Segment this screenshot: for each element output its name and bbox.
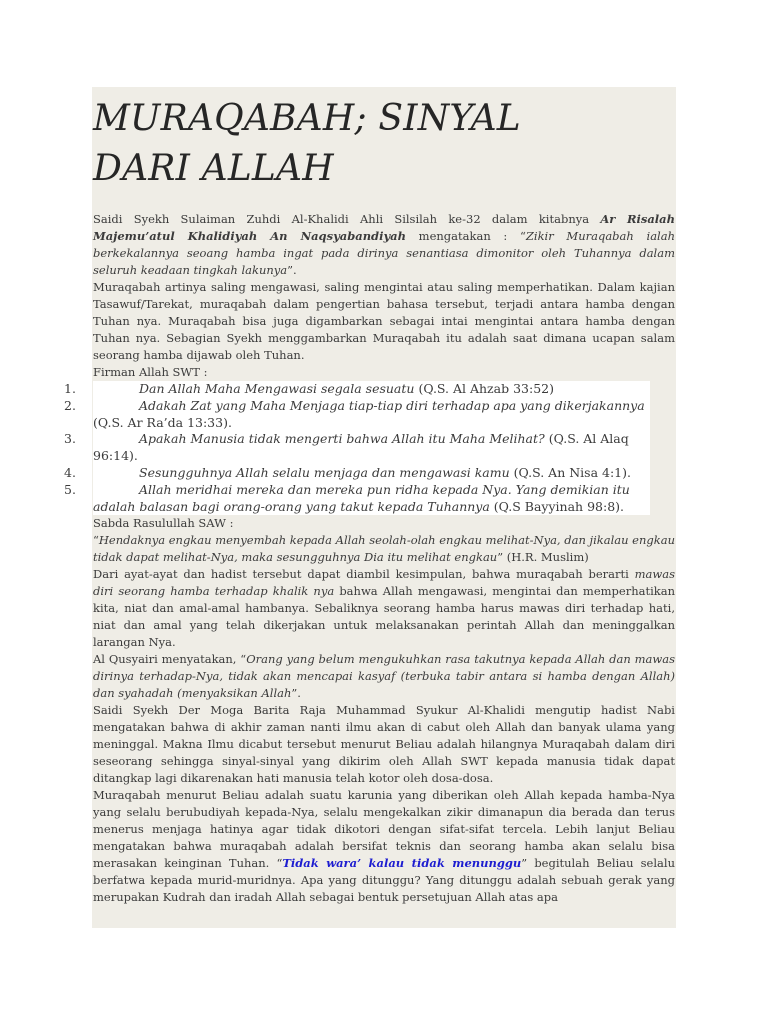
verse-item: 3. Apakah Manusia tidak mengerti bahwa Allah itu Maha Melihat? (Q.S. Al Alaq 96:14). [64,431,629,464]
verse-item: 1. Dan Allah Maha Mengawasi segala sesuatu (Q.S. Al Ahzab 33:52) [64,381,554,396]
document-title: MURAQABAH; SINYAL DARI ALLAH [93,98,521,189]
paragraph-syukur: Saidi Syekh Der Moga Barita Raja Muhammad Syukur Al-Khalidi mengutip hadist Nabi mengatakan bahwa di akhir zaman nanti ilmu akan di cabut oleh Allah dan banyak ulama yang meninggal. Makna Ilmu dicabut tersebut menurut Beliau adalah hilangnya Muraqabah dalam diri seseorang sehingga sinyal-sinyal yang dikirim oleh Allah SWT kepada manusia tidak dapat ditangkap lagi dikarenakan hati manusia telah kotor oleh dosa-dosa. [93,703,675,786]
paragraph-intro: Saidi Syekh Sulaiman Zuhdi Al-Khalidi Ahli Silsilah ke-32 dalam kitabnya Ar Risalah Majemu’atul Khalidiyah An Naqsyabandiyah mengatakan : “Zikir Muraqabah ialah berkekalannya seoang hamba ingat pada dirinya senantiasa dimonitor oleh Tuhannya dalam seluruh keadaan tingkah lakunya”. [93,212,675,277]
hadith-quote: Hendaknya engkau menyembah kepada Allah seolah-olah engkau melihat-Nya, dan jikalau engkau tidak dapat melihat-Nya, maka sesungguhnya Dia itu melihat engkau [93,533,675,565]
paragraph-conclusion: Dari ayat-ayat dan hadist tersebut dapat diambil kesimpulan, bahwa muraqabah berarti mawas diri seorang hamba terhadap khalik nya bahwa Allah mengawasi, mengintai dan memperhatikan kita, niat dan amal-amal hambanya. Sebaliknya seorang hamba harus mawas diri terhadap hati, niat dan amal yang telah dikerjakan untuk melaksanakan perintah Allah dan meninggalkan larangan Nya. [93,567,675,650]
verse-item: 5. Allah meridhai mereka dan mereka pun ridha kepada Nya. Yang demikian itu adalah balasan bagi orang-orang yang takut kepada Tuhannya (Q.S Bayyinah 98:8). [64,481,630,514]
paragraph-karunia: Muraqabah menurut Beliau adalah suatu karunia yang diberikan oleh Allah kepada hamba-Nya yang selalu berubudiyah kepada-Nya, selalu mengekalkan zikir dimanapun dia berada dan terus menerus menjaga hatinya agar tidak dikotori dengan sifat-sifat tercela. Lebih lanjut Beliau mengatakan bahwa muraqabah adalah bersifat teknis dan seorang hamba akan selalu bisa merasakan keinginan Tuhan. “Tidak wara’ kalau tidak menunggu” begitulah Beliau selalu berfatwa kepada murid-muridnya. Apa yang ditunggu? Yang ditunggu adalah sebuah gerak yang merupakan Kudrah dan iradah Allah sebagai bentuk persetujuan Allah atas apa [93,788,675,905]
quote-zikir: Zikir Muraqabah ialah berkekalannya seoang hamba ingat pada dirinya senantiasa dimonitor oleh Tuhannya dalam seluruh keadaan tingkah lakunya [93,229,675,277]
verse-list [64,381,650,515]
qusyairi-quote: Orang yang belum mengukuhkan rasa takutnya kepada Allah dan mawas dirinya terhadap-Nya, tidak akan mencapai kasyaf (terbuka tabir antara si hamba dengan Allah) dan syahadah (menyaksikan Allah [93,652,675,701]
highlight-quote: Tidak wara’ kalau tidak menunggu [282,856,522,871]
document-body [64,211,675,906]
paragraph-hadith: “Hendaknya engkau menyembah kepada Allah seolah-olah engkau melihat-Nya, dan jikalau engkau tidak dapat melihat-Nya, maka sesungguhnya Dia itu melihat engkau” (H.R. Muslim) [93,533,675,565]
sabda-label: Sabda Rasulullah SAW : [93,516,234,531]
book-title: Ar Risalah Majemu’atul Khalidiyah An Naqsyabandiyah [93,212,675,243]
verse-item: 2. Adakah Zat yang Maha Menjaga tiap-tiap diri terhadap apa yang dikerjakannya (Q.S. Ar Ra’da 13:33). [64,397,645,430]
paragraph-definition: Muraqabah artinya saling mengawasi, saling mengintai atau saling memperhatikan. Dalam kajian Tasawuf/Tarekat, muraqabah dalam pengertian bahasa tersebut, terjadi antara hamba dengan Tuhan nya. Muraqabah bisa juga digambarkan sebagai intai mengintai antara hamba dengan Tuhan nya. Sebagian Syekh menggambarkan Muraqabah itu adalah saat dimana ucapan salam seorang hamba dijawab oleh Tuhan. [93,280,675,362]
paragraph-qusyairi: Al Qusyairi menyatakan, “Orang yang belum mengukuhkan rasa takutnya kepada Allah dan mawas dirinya terhadap-Nya, tidak akan mencapai kasyaf (terbuka tabir antara si hamba dengan Allah) dan syahadah (menyaksikan Allah”. [93,652,675,701]
verse-item: 4. Sesungguhnya Allah selalu menjaga dan mengawasi kamu (Q.S. An Nisa 4:1). [64,464,631,480]
firman-label: Firman Allah SWT : [93,365,208,379]
